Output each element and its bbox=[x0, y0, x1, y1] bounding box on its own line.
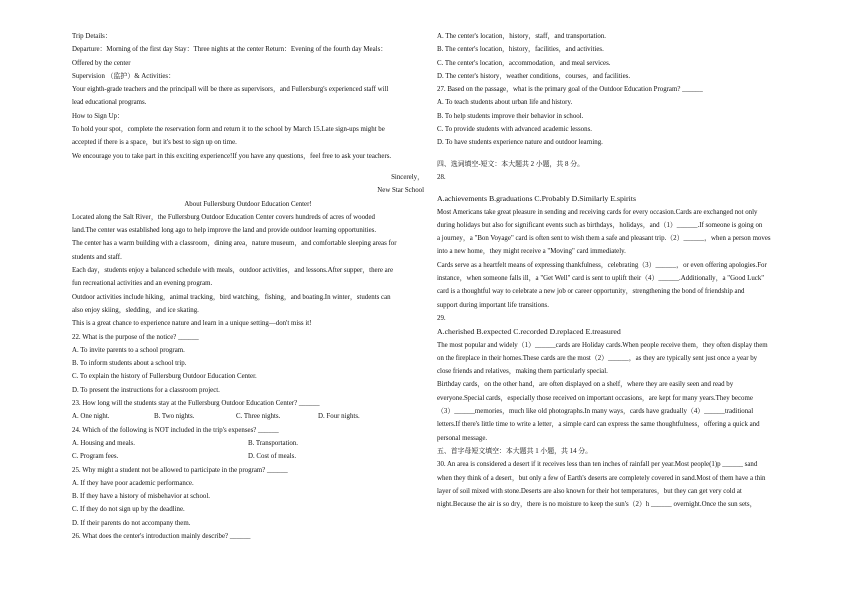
option: B. Two nights. bbox=[154, 413, 195, 421]
right-column bbox=[437, 30, 790, 511]
passage-28: card is a thoughtful way to celebrate a new job or career opportunity，strengthening the bond of friendship and bbox=[437, 288, 745, 296]
passage-29: personal message. bbox=[437, 434, 488, 442]
option: A. Housing and meals. bbox=[72, 439, 135, 447]
supervision-text: Your eighth-grade teachers and the principall will be there as supervisors，and Fullersburg's experienced staff will bbox=[72, 86, 389, 94]
option: C. To explain the history of Fullersburg Outdoor Education Center. bbox=[72, 373, 257, 381]
sincerely: Sincerely， bbox=[391, 173, 424, 181]
passage-30: when they think of a desert，but only a few of Earth's deserts are completely covered in sand.Most of them have a thin bbox=[437, 474, 766, 482]
question-25: 25. Why might a student not be allowed to participate in the program? ______ bbox=[72, 466, 288, 474]
option: B. To inform students about a school trip. bbox=[72, 360, 187, 368]
passage-29: close friends and relatives，making them particularly special. bbox=[437, 368, 608, 376]
signup-text: To hold your spot，complete the reservation form and return it to the school by March 15.Late sign-ups might be bbox=[72, 126, 385, 134]
option: D. Four nights. bbox=[318, 413, 360, 421]
section-4-heading: 四、选词填空-短文：本大题共 2 小题，共 8 分。 bbox=[437, 160, 584, 168]
departure-text: Departure：Morning of the first day Stay：Three nights at the center Return：Evening of the fourth day Meals： bbox=[72, 46, 388, 54]
school-name: New Star School bbox=[377, 187, 424, 195]
option: B. The center's location，history，facilities，and activities. bbox=[437, 46, 604, 54]
passage-30: night.Because the air is so dry，there is no moisture to keep the sun's（2）h ______ overnight.Once the sun sets， bbox=[437, 501, 757, 509]
supervision-heading: Supervision （监护）& Activities： bbox=[72, 72, 175, 80]
signup-heading: How to Sign Up： bbox=[72, 112, 124, 120]
question-23: 23. How long will the students stay at the Fullersburg Outdoor Education Center? ______ bbox=[72, 400, 320, 408]
option: D. Cost of meals. bbox=[248, 453, 297, 461]
option: D. To present the instructions for a classroom project. bbox=[72, 386, 220, 394]
about-text: Located along the Salt River，the Fullersburg Outdoor Education Center covers hundreds of acres of wooded bbox=[72, 213, 375, 221]
passage-30: 30. An area is considered a desert if it receives less than ten inches of rainfall per year.Most people(1)p ______ sand bbox=[437, 461, 758, 469]
option: C. Three nights. bbox=[236, 413, 281, 421]
question-24: 24. Which of the following is NOT included in the trip's expenses? ______ bbox=[72, 426, 279, 434]
about-text: Outdoor activities include hiking，animal tracking，bird watching，fishing，and boating.In winter，students can bbox=[72, 293, 391, 301]
encourage-text: We encourage you to take part in this exciting experience!If you have any questions，feel free to ask your teachers. bbox=[72, 152, 392, 160]
option: C. If they do not sign up by the deadline. bbox=[72, 506, 185, 514]
word-bank-28: A.achievements B.graduations C.Probably D.Similarly E.spirits bbox=[437, 194, 637, 204]
option: C. To provide students with advanced academic lessons. bbox=[437, 126, 592, 134]
passage-29: letters.If there's little time to write a letter，a simple card can express the same thoughtfulness，offering a quick and bbox=[437, 421, 760, 429]
passage-28: into a new home，they might receive a "Moving" card immediately. bbox=[437, 248, 626, 256]
about-title: About Fullersburg Outdoor Education Center! bbox=[184, 200, 312, 208]
about-text: students and staff. bbox=[72, 253, 122, 261]
word-bank-29: A.cherished B.expected C.recorded D.replaced E.treasured bbox=[437, 327, 621, 337]
option: B. Transportation. bbox=[248, 439, 298, 447]
passage-29: Birthday cards，on the other hand，are often displayed on a shelf，where they are easily seen and read by bbox=[437, 381, 734, 389]
about-text: Each day，students enjoy a balanced schedule with meals，outdoor activities，and lessons.After supper，there are bbox=[72, 267, 394, 275]
option: A. One night. bbox=[72, 413, 110, 421]
section-5-heading: 五、首字母短文填空：本大题共 1 小题，共 14 分。 bbox=[437, 447, 593, 455]
option: C. Program fees. bbox=[72, 453, 119, 461]
passage-28: Cards serve as a heartfelt means of expressing thankfulness，celebrating（3）______，or even offering apologies.For bbox=[437, 261, 767, 269]
supervision-text: lead educational programs. bbox=[72, 99, 147, 107]
option: C. The center's location，accommodation，and meal services. bbox=[437, 59, 611, 67]
left-column bbox=[72, 30, 424, 543]
passage-29: The most popular and widely（1）______cards are Holiday cards.When people receive them，they often display them bbox=[437, 341, 768, 349]
passage-28: support during important life transitions. bbox=[437, 301, 549, 309]
about-text: The center has a warm building with a classroom，dining area，nature museum，and comfortable sleeping areas for bbox=[72, 240, 397, 248]
passage-29: everyone.Special cards，especially those received on important occasions，are kept for many years.They become bbox=[437, 394, 753, 402]
passage-28: during holidays but also for significant events such as birthdays，holidays，and（1）______.If someone is going on bbox=[437, 221, 763, 229]
options-row bbox=[72, 450, 424, 463]
passage-28: Most Americans take great pleasure in sending and receiving cards for every occasion.Cards are exchanged not only bbox=[437, 208, 758, 216]
spacer bbox=[437, 150, 790, 158]
about-text: fun recreational activities and an evening program. bbox=[72, 280, 213, 288]
about-text: land.The center was established long ago to help improve the land and provide outdoor learning opportunities. bbox=[72, 227, 377, 235]
passage-28: instance，when someone falls ill，a "Get Well" card is sent to uplift their（4）______.Additionally，a "Good Luck" bbox=[437, 275, 765, 283]
options-row bbox=[72, 410, 424, 423]
spacer bbox=[72, 163, 424, 171]
passage-29: on the fireplace in their homes.These cards are the most（2）______，as they are typically sent just once a year by bbox=[437, 354, 758, 362]
passage-29: （3）______memories，much like old photographs.In many ways，cards have gradually（4）______traditional bbox=[437, 408, 754, 416]
option: D. If their parents do not accompany them. bbox=[72, 519, 191, 527]
question-27: 27. Based on the passage，what is the primary goal of the Outdoor Education Program? ______ bbox=[437, 86, 703, 94]
option: B. To help students improve their behavior in school. bbox=[437, 112, 584, 120]
signup-text: accepted if there is a space，but it's best to sign up on time. bbox=[72, 139, 237, 147]
option: B. If they have a history of misbehavior at school. bbox=[72, 493, 210, 501]
question-22: 22. What is the purpose of the notice? ______ bbox=[72, 333, 199, 341]
option: A. The center's location，history，staff，and transportation. bbox=[437, 33, 607, 40]
passage-28: a journey，a "Bon Voyage" card is often sent to wish them a safe and pleasant trip.（2）______，when a person moves bbox=[437, 235, 771, 243]
question-26: 26. What does the center's introduction mainly describe? ______ bbox=[72, 532, 251, 540]
question-29-number: 29. bbox=[437, 314, 446, 322]
option: D. The center's history，weather conditions，courses，and facilities. bbox=[437, 72, 631, 80]
option: D. To have students experience nature and outdoor learning. bbox=[437, 139, 603, 147]
option: A. If they have poor academic performance. bbox=[72, 479, 194, 487]
about-text: also enjoy skiing，sledding，and ice skating. bbox=[72, 306, 199, 314]
about-text: This is a great chance to experience nature and learn in a unique setting—don't miss it! bbox=[72, 320, 312, 328]
question-28-number: 28. bbox=[437, 173, 446, 181]
option: A. To invite parents to a school program. bbox=[72, 346, 185, 354]
options-row bbox=[72, 437, 424, 450]
meals-text: Offered by the center bbox=[72, 59, 131, 67]
trip-details-heading: Trip Details： bbox=[72, 33, 112, 40]
spacer bbox=[437, 184, 790, 192]
passage-30: layer of soil mixed with stone.Deserts are also known for their hot temperatures，but they can get very cold at bbox=[437, 487, 742, 495]
option: A. To teach students about urban life and history. bbox=[437, 99, 573, 107]
